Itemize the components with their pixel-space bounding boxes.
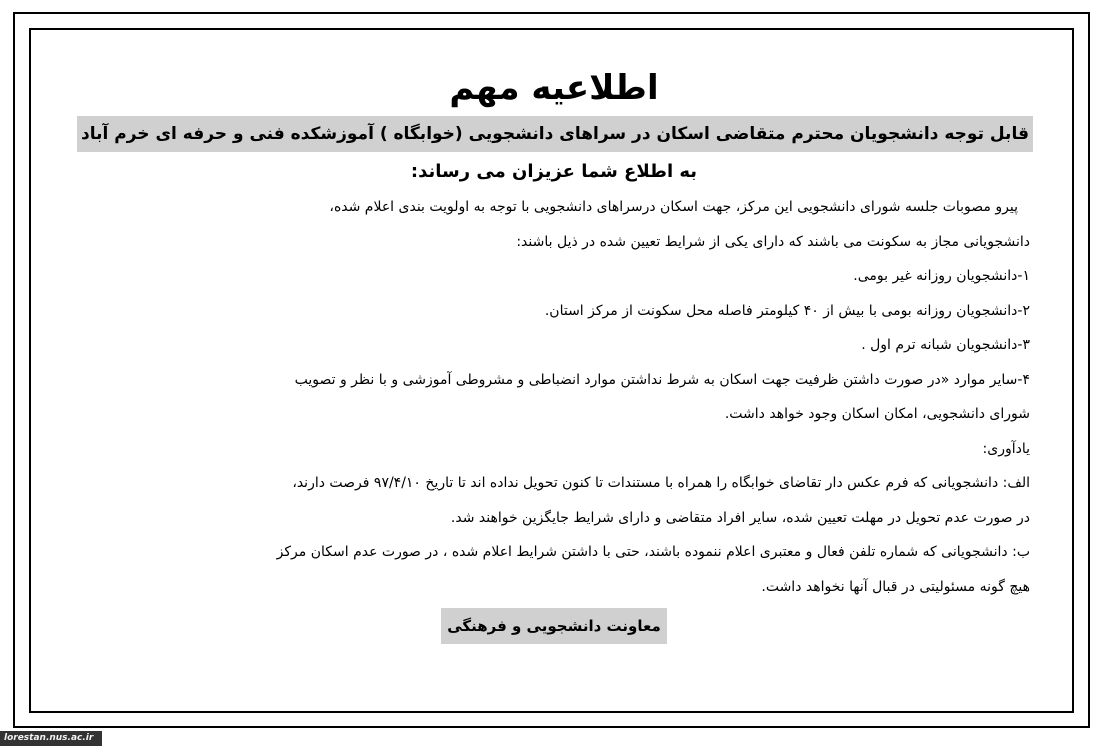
list-item-3: ۳-دانشجویان شبانه ترم اول .	[861, 337, 1030, 353]
list-item-4-continued: شورای دانشجویی، امکان اسکان وجود خواهد داشت.	[724, 406, 1030, 422]
reminder-heading: یادآوری:	[982, 440, 1030, 457]
list-item-4: ۴-سایر موارد «در صورت داشتن ظرفیت جهت اسکان به شرط نداشتن موارد انضباطی و مشروطی آموزشی و با نظر و تصویب	[294, 371, 1030, 388]
reminder-a-continued: در صورت عدم تحویل در مهلت تعیین شده، سایر افراد متقاضی و دارای شرایط جایگزین خواهند شد.	[450, 509, 1030, 526]
footer-watermark	[0, 731, 102, 746]
paragraph-intro: پیرو مصوبات جلسه شورای دانشجویی این مرکز، جهت اسکان درسراهای دانشجویی با توجه به اولویت بندی اعلام شده،	[329, 199, 1018, 215]
reminder-b: ب: دانشجویانی که شماره تلفن فعال و معتبری اعلام ننموده باشند، حتی با داشتن شرایط اعلام شده ، در صورت عدم اسکان مرکز	[276, 544, 1030, 560]
notice-subtitle: قابل توجه دانشجویان محترم متقاضی اسکان در سراهای دانشجویی (خوابگاه ) آموزشکده فنی و حرفه ای خرم آباد	[77, 116, 1033, 152]
signature-container	[78, 608, 1030, 644]
subtitle-container	[53, 116, 1057, 152]
notice-signature: معاونت دانشجویی و فرهنگی	[441, 608, 667, 644]
reminder-b-continued: هیچ گونه مسئولیتی در قبال آنها نخواهد داشت.	[761, 578, 1030, 595]
paragraph-eligibility: دانشجویانی مجاز به سکونت می باشند که دارای یکی از شرایط تعیین شده در ذیل باشند:	[516, 233, 1030, 250]
notice-title: اطلاعیه مهم	[449, 68, 659, 108]
notify-line: به اطلاع شما عزیزان می رساند:	[410, 161, 698, 182]
reminder-a: الف: دانشجویانی که فرم عکس دار تقاضای خوابگاه را همراه با مستندات تا کنون تحویل نداده اند تا تاریخ ۹۷/۴/۱۰ فرصت دارند،	[292, 475, 1030, 491]
notice-content	[78, 48, 1030, 644]
list-item-2: ۲-دانشجویان روزانه بومی با بیش از ۴۰ کیلومتر فاصله محل سکونت از مرکز استان.	[544, 302, 1030, 319]
footer-url: lorestan.nus.ac.ir	[4, 733, 94, 743]
list-item-1: ۱-دانشجویان روزانه غیر بومی.	[853, 268, 1030, 284]
